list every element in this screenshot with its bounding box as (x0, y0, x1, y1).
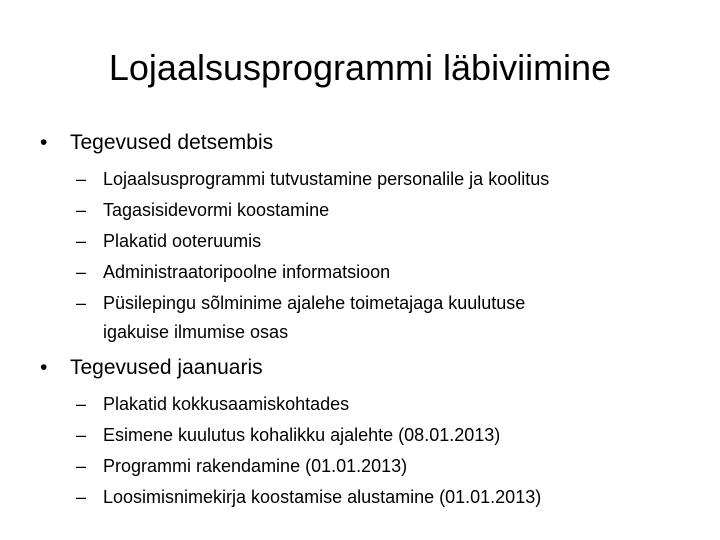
bullet-icon: • (40, 131, 48, 154)
dash-icon: – (76, 394, 87, 414)
slide-title: Lojaalsusprogrammi läbiviimine (108, 47, 612, 88)
section-heading (36, 126, 696, 160)
dash-icon: – (76, 262, 87, 282)
section-heading-text: Tegevused detsembis (70, 131, 274, 154)
list-item (36, 389, 696, 420)
list-item-text: Lojaalsusprogrammi tutvustamine personalile ja koolitus (103, 169, 550, 189)
dash-icon: – (76, 231, 87, 251)
list-item (36, 288, 696, 345)
list-item (36, 195, 696, 226)
dash-icon: – (76, 487, 87, 507)
sub-bullet-list (36, 164, 696, 345)
list-item (36, 420, 696, 451)
dash-icon: – (76, 425, 87, 445)
section-december (36, 126, 696, 345)
dash-icon: – (76, 456, 87, 476)
section-january (36, 351, 696, 513)
list-item-text: Programmi rakendamine (01.01.2013) (103, 456, 408, 476)
list-item-text: Esimene kuulutus kohalikku ajalehte (08.01.2013) (103, 425, 501, 445)
list-item-text: Administraatoripoolne informatsioon (103, 262, 391, 282)
list-item-text: Loosimisnimekirja koostamise alustamine (01.01.2013) (103, 487, 542, 507)
slide-content (36, 126, 696, 519)
list-item (36, 482, 696, 513)
section-heading-text: Tegevused jaanuaris (70, 356, 263, 379)
bullet-icon: • (40, 356, 48, 379)
list-item-text: Püsilepingu sõlminime ajalehe toimetajaga kuulutuse (103, 293, 526, 313)
list-item (36, 226, 696, 257)
list-item (36, 164, 696, 195)
list-item-continuation: igakuise ilmumise osas (103, 322, 289, 342)
section-heading (36, 351, 696, 385)
list-item (36, 257, 696, 288)
dash-icon: – (76, 200, 87, 220)
sub-bullet-list (36, 389, 696, 513)
list-item-text: Tagasisidevormi koostamine (103, 200, 330, 220)
dash-icon: – (76, 169, 87, 189)
dash-icon: – (76, 293, 87, 313)
list-item-text: Plakatid ooteruumis (103, 231, 262, 251)
list-item (36, 451, 696, 482)
list-item-text: Plakatid kokkusaamiskohtades (103, 394, 350, 414)
